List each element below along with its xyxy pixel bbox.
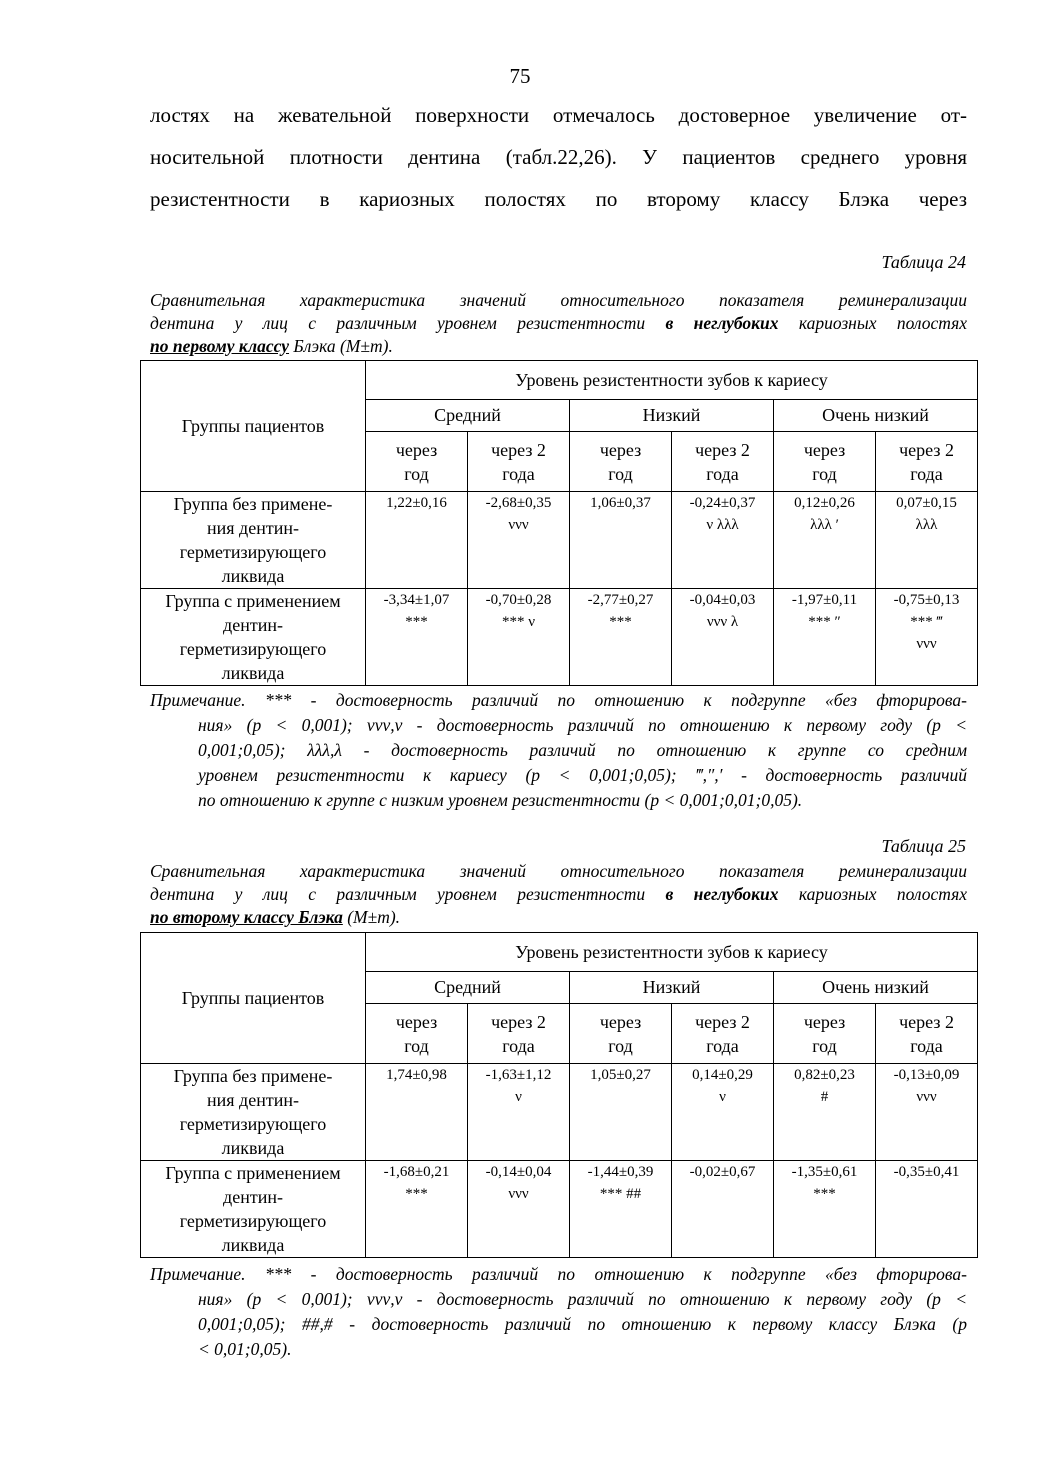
table-cell: -1,68±0,21 *** (366, 1161, 468, 1258)
caption-text: кариозных полостях (778, 313, 967, 333)
caption-emphasis: в неглубоких (665, 884, 779, 904)
note-line: 0,001;0,05); ##,# - достоверность различий по отношению к первому классу Блэка (р (198, 1314, 967, 1334)
row-label: Группа с применением дентин- герметизирующего ликвида (141, 589, 366, 686)
note-line: 0,001;0,05); λλλ,λ - достоверность различий по отношению к группе со средним (198, 740, 967, 760)
data-table-24 (140, 360, 978, 686)
page-number: 75 (509, 64, 531, 88)
table-cell: -3,34±1,07 *** (366, 589, 468, 686)
header-level-medium: Средний (366, 972, 570, 1004)
header-resistance-level: Уровень резистентности зубов к кариесу (366, 361, 978, 400)
body-paragraph (150, 94, 967, 220)
caption-text: кариозных полостях (778, 884, 967, 904)
header-period: через 2 года (672, 432, 774, 492)
caption-text: Блэка (M±m). (289, 336, 393, 356)
note-line: по отношению к группе с низким уровнем резистентности (р < 0,001;0,01;0,05). (198, 790, 803, 810)
table-cell: 0,82±0,23 # (774, 1064, 876, 1161)
header-period: через 2 года (672, 1004, 774, 1064)
caption-line (150, 335, 967, 358)
note-line: Примечание. *** - достоверность различий по отношению к подгруппе «без фторирова- (150, 690, 967, 710)
caption-line (150, 883, 967, 906)
paragraph-line: лостях на жевательной поверхности отмечалось достоверное увеличение от- (150, 103, 967, 127)
table-cell: -0,14±0,04 ννν (468, 1161, 570, 1258)
table-cell: -1,63±1,12 ν (468, 1064, 570, 1161)
data-table-25 (140, 932, 978, 1258)
header-period: через год (570, 432, 672, 492)
paragraph-line: резистентности в кариозных полостях по второму классу Блэка через (150, 187, 967, 211)
header-level-medium: Средний (366, 400, 570, 432)
table-cell: -0,04±0,03 ννν λ (672, 589, 774, 686)
header-period: через 2 года (876, 432, 978, 492)
header-period: через год (366, 432, 468, 492)
header-period: через год (366, 1004, 468, 1064)
table-caption (150, 860, 967, 929)
table-label: Таблица 25 (881, 836, 966, 856)
table-cell: -1,35±0,61 *** (774, 1161, 876, 1258)
table-cell: -0,75±0,13 *** ‴ ννν (876, 589, 978, 686)
table-row (141, 1064, 978, 1161)
table-note (150, 1262, 967, 1362)
caption-line: Сравнительная характеристика значений относительного показателя реминерализации (150, 861, 967, 881)
header-period: через год (774, 432, 876, 492)
header-level-low: Низкий (570, 400, 774, 432)
table-cell: -0,35±0,41 (876, 1161, 978, 1258)
table-cell: 1,06±0,37 (570, 492, 672, 589)
table-cell: 1,05±0,27 (570, 1064, 672, 1161)
table-cell: -1,44±0,39 *** ## (570, 1161, 672, 1258)
row-label: Группа с применением дентин- герметизирующего ликвида (141, 1161, 366, 1258)
table-cell: 0,14±0,29 ν (672, 1064, 774, 1161)
caption-line: Сравнительная характеристика значений относительного показателя реминерализации (150, 290, 967, 310)
header-level-very-low: Очень низкий (774, 972, 978, 1004)
header-groups: Группы пациентов (141, 361, 366, 492)
header-groups: Группы пациентов (141, 933, 366, 1064)
row-label: Группа без примене- ния дентин- герметизирующего ликвида (141, 492, 366, 589)
note-line: < 0,01;0,05). (198, 1339, 292, 1359)
table-cell: 1,74±0,98 (366, 1064, 468, 1161)
caption-text: дентина у лиц с различным уровнем резистентности (150, 313, 666, 333)
table-caption (150, 289, 967, 358)
header-period: через 2 года (468, 432, 570, 492)
note-line: ния» (р < 0,001); ννν,ν - достоверность различий по отношению к первому году (р < (198, 1289, 967, 1309)
table-cell: -0,13±0,09 ννν (876, 1064, 978, 1161)
header-period: через 2 года (468, 1004, 570, 1064)
table-row (141, 1161, 978, 1258)
paragraph-line: носительной плотности дентина (табл.22,26). У пациентов среднего уровня (150, 145, 967, 169)
table-cell: -0,70±0,28 *** ν (468, 589, 570, 686)
table-note (150, 688, 967, 813)
table-cell: 0,12±0,26 λλλ ′ (774, 492, 876, 589)
caption-emphasis: по первому классу (150, 336, 290, 356)
caption-text: дентина у лиц с различным уровнем резистентности (150, 884, 666, 904)
table-cell: 0,07±0,15 λλλ (876, 492, 978, 589)
row-label: Группа без примене- ния дентин- герметизирующего ликвида (141, 1064, 366, 1161)
header-period: через год (774, 1004, 876, 1064)
note-line: уровнем резистентности к кариесу (р < 0,001;0,05); ‴,″,′ - достоверность различий (198, 765, 967, 785)
table-cell: -2,77±0,27 *** (570, 589, 672, 686)
table-cell: 1,22±0,16 (366, 492, 468, 589)
note-line: Примечание. *** - достоверность различий по отношению к подгруппе «без фторирова- (150, 1264, 967, 1284)
table-cell: -2,68±0,35 ννν (468, 492, 570, 589)
header-level-very-low: Очень низкий (774, 400, 978, 432)
table-row (141, 589, 978, 686)
caption-line (150, 906, 967, 929)
caption-text: (M±m). (342, 907, 401, 927)
table-row (141, 492, 978, 589)
table-cell: -1,97±0,11 *** ″ (774, 589, 876, 686)
header-period: через 2 года (876, 1004, 978, 1064)
caption-line (150, 312, 967, 335)
table-cell: -0,02±0,67 (672, 1161, 774, 1258)
header-resistance-level: Уровень резистентности зубов к кариесу (366, 933, 978, 972)
note-line: ния» (р < 0,001); ννν,ν - достоверность различий по отношению к первому году (р < (198, 715, 967, 735)
header-level-low: Низкий (570, 972, 774, 1004)
table-cell: -0,24±0,37 ν λλλ (672, 492, 774, 589)
table-label: Таблица 24 (881, 252, 966, 272)
caption-emphasis: по второму классу Блэка (150, 907, 343, 927)
header-period: через год (570, 1004, 672, 1064)
caption-emphasis: в неглубоких (665, 313, 779, 333)
